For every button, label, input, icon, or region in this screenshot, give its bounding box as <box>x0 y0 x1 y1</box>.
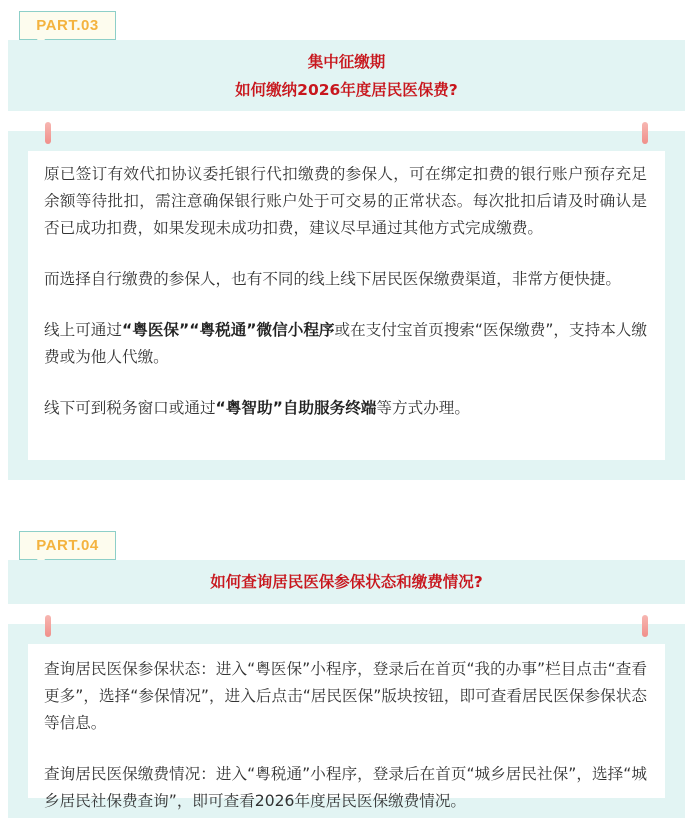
section-title-line: 如何查询居民医保参保状态和缴费情况? <box>210 573 483 591</box>
paragraph-self-payment: 而选择自行缴费的参保人，也有不同的线上线下居民医保缴费渠道，非常方便快捷。 <box>44 270 621 288</box>
content-card-04 <box>28 644 665 810</box>
paragraph-online-channels <box>44 317 647 371</box>
paragraph-bank-deduction: 原已签订有效代扣协议委托银行代扣缴费的参保人，可在绑定扣费的银行账户预存充足余额等待批扣，需注意确保银行账户处于可交易的正常状态。每次批扣后请及时确认是否已成功扣费，如果发现未成功扣费，建议尽早通过其他方式完成缴费。 <box>44 165 647 237</box>
content-card-03 <box>28 151 665 460</box>
pin-decoration-right <box>642 615 648 637</box>
pin-decoration-left <box>45 615 51 637</box>
section-title-line1: 集中征缴期 <box>307 52 386 71</box>
section-title-03 <box>8 40 685 111</box>
paragraph-payment-status: 查询居民医保缴费情况：进入“粤税通”小程序，登录后在首页“城乡居民社保”，选择“城乡居民社保费查询”，即可查看2026年度居民医保缴费情况。 <box>44 765 647 810</box>
content-panel-03 <box>8 131 685 480</box>
part-tag-04 <box>19 531 116 560</box>
text-run: 线上可通过 <box>44 321 122 339</box>
part-tag-03 <box>19 11 116 40</box>
paragraph-offline-channels <box>44 395 647 422</box>
paragraph-enrollment-status: 查询居民医保参保状态：进入“粤医保”小程序，登录后在首页“我的办事”栏目点击“查看更多”，选择“参保情况”，进入后点击“居民医保”版块按钮，即可查看居民医保参保状态等信息。 <box>44 660 647 732</box>
bold-run: “粤智助”自助服务终端 <box>215 399 377 417</box>
content-panel-04 <box>8 624 685 818</box>
text-run: 或在支付宝首页搜索“医保缴费”，支持本人缴费或为他人代缴。 <box>44 321 647 366</box>
part-tag-label: PART.04 <box>36 537 99 554</box>
text-run: 等方式办理。 <box>376 399 470 417</box>
section-title-04 <box>8 560 685 604</box>
pin-decoration-right <box>642 122 648 144</box>
pin-decoration-left <box>45 122 51 144</box>
section-title-line2: 如何缴纳2026年度居民医保费? <box>235 80 458 99</box>
bold-run: “粤医保”“粤税通”微信小程序 <box>121 321 335 339</box>
text-run: 线下可到税务窗口或通过 <box>44 399 216 417</box>
part-tag-label: PART.03 <box>36 17 99 34</box>
